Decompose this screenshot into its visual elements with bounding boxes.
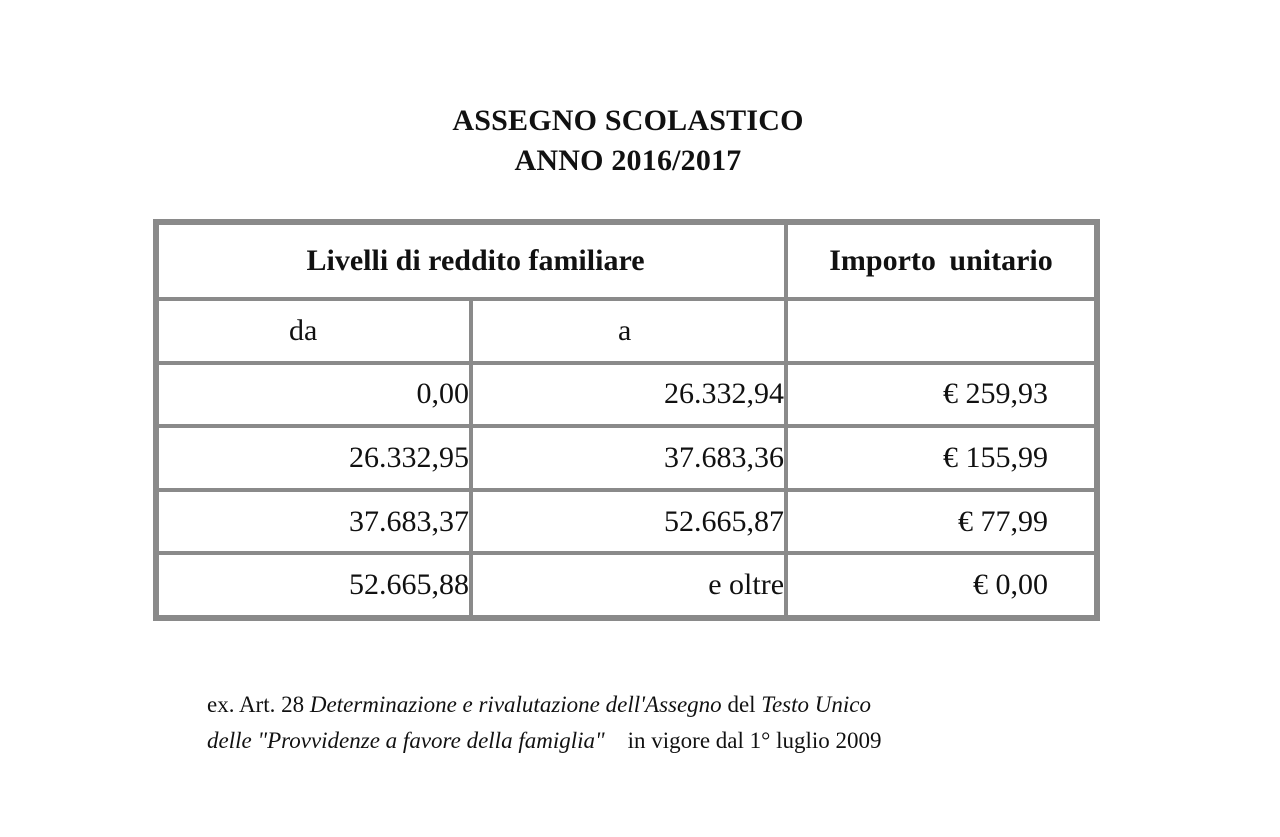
document-subtitle-year: ANNO 2016/2017 xyxy=(514,144,742,177)
cell-from: 37.683,37 xyxy=(156,490,471,554)
income-brackets-table xyxy=(153,219,1100,621)
table-header-row xyxy=(156,222,1097,299)
document-title: ASSEGNO SCOLASTICO xyxy=(452,104,804,137)
table-row xyxy=(156,490,1097,554)
note-connector: del xyxy=(721,692,762,717)
header-unit-amount: Importo unitario xyxy=(786,222,1097,299)
cell-to: 37.683,36 xyxy=(471,426,786,490)
cell-amount: € 259,93 xyxy=(786,363,1097,427)
cell-from: 26.332,95 xyxy=(156,426,471,490)
subheader-to: a xyxy=(471,299,786,363)
note-in-force-date: in vigore dal 1° luglio 2009 xyxy=(604,728,882,753)
subheader-empty-cell xyxy=(786,299,1097,363)
table-subheader-row xyxy=(156,299,1097,363)
table-row xyxy=(156,553,1097,618)
note-article: ex. Art. 28 xyxy=(207,692,310,717)
cell-amount: € 0,00 xyxy=(786,553,1097,618)
cell-amount: € 155,99 xyxy=(786,426,1097,490)
cell-from: 52.665,88 xyxy=(156,553,471,618)
note-provvidenze-title: delle "Provvidenze a favore della famiglia" xyxy=(207,728,605,753)
table-row xyxy=(156,426,1097,490)
subheader-from: da xyxy=(156,299,471,363)
header-income-levels: Livelli di reddito familiare xyxy=(156,222,786,299)
cell-to: 52.665,87 xyxy=(471,490,786,554)
note-determination-title: Determinazione e rivalutazione dell'Assegno xyxy=(309,692,722,717)
cell-from: 0,00 xyxy=(156,363,471,427)
legal-reference-line-1 xyxy=(207,688,871,722)
legal-reference-line-2 xyxy=(207,724,882,758)
cell-to: e oltre xyxy=(471,553,786,618)
table-row xyxy=(156,363,1097,427)
cell-amount: € 77,99 xyxy=(786,490,1097,554)
cell-to: 26.332,94 xyxy=(471,363,786,427)
note-testo-unico: Testo Unico xyxy=(761,692,871,717)
